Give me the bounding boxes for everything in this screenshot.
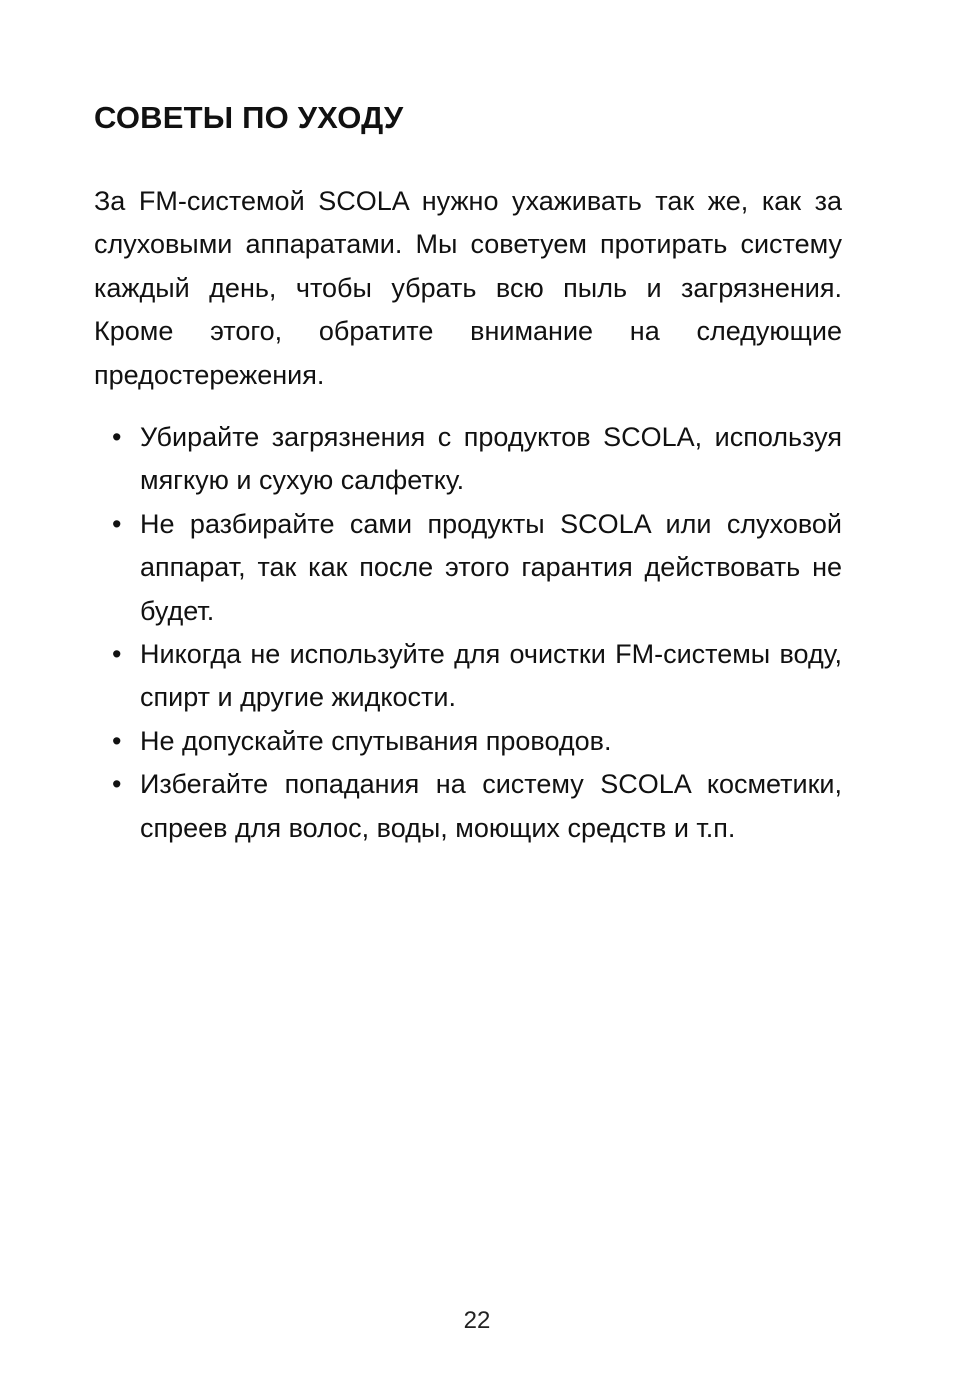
- list-item-text: Не допускайте спутывания проводов.: [140, 725, 612, 756]
- page-number: 22: [463, 1307, 491, 1334]
- list-item: [112, 720, 842, 763]
- list-item: [112, 763, 842, 850]
- list-item: [112, 416, 842, 503]
- intro-paragraph: За FM-системой SCOLA нужно ухаживать так же, как за слуховыми аппаратами. Мы советуем протирать систему каждый день, чтобы убрать всю пыль и загрязнения. Кроме этого, обратите внимание на следующие предостережения.: [94, 186, 842, 390]
- list-item-text: Убирайте загрязнения с продуктов SCOLA, используя мягкую и сухую салфетку.: [140, 422, 842, 496]
- care-instructions-list: [112, 416, 842, 850]
- bullet-icon: •: [112, 725, 122, 756]
- bullet-icon: •: [112, 639, 122, 670]
- list-item: [112, 633, 842, 720]
- list-item-text: Не разбирайте сами продукты SCOLA или слуховой аппарат, так как после этого гарантия действовать не будет.: [140, 508, 842, 626]
- list-item-text: Никогда не используйте для очистки FM-системы воду, спирт и другие жидкости.: [140, 639, 842, 713]
- page-title: СОВЕТЫ ПО УХОДУ: [94, 100, 404, 135]
- bullet-icon: •: [112, 769, 122, 800]
- list-item-text: Избегайте попадания на систему SCOLA косметики, спреев для волос, воды, моющих средств и т.п.: [140, 769, 842, 843]
- bullet-icon: •: [112, 508, 122, 539]
- bullet-icon: •: [112, 422, 122, 452]
- list-item: [112, 503, 842, 633]
